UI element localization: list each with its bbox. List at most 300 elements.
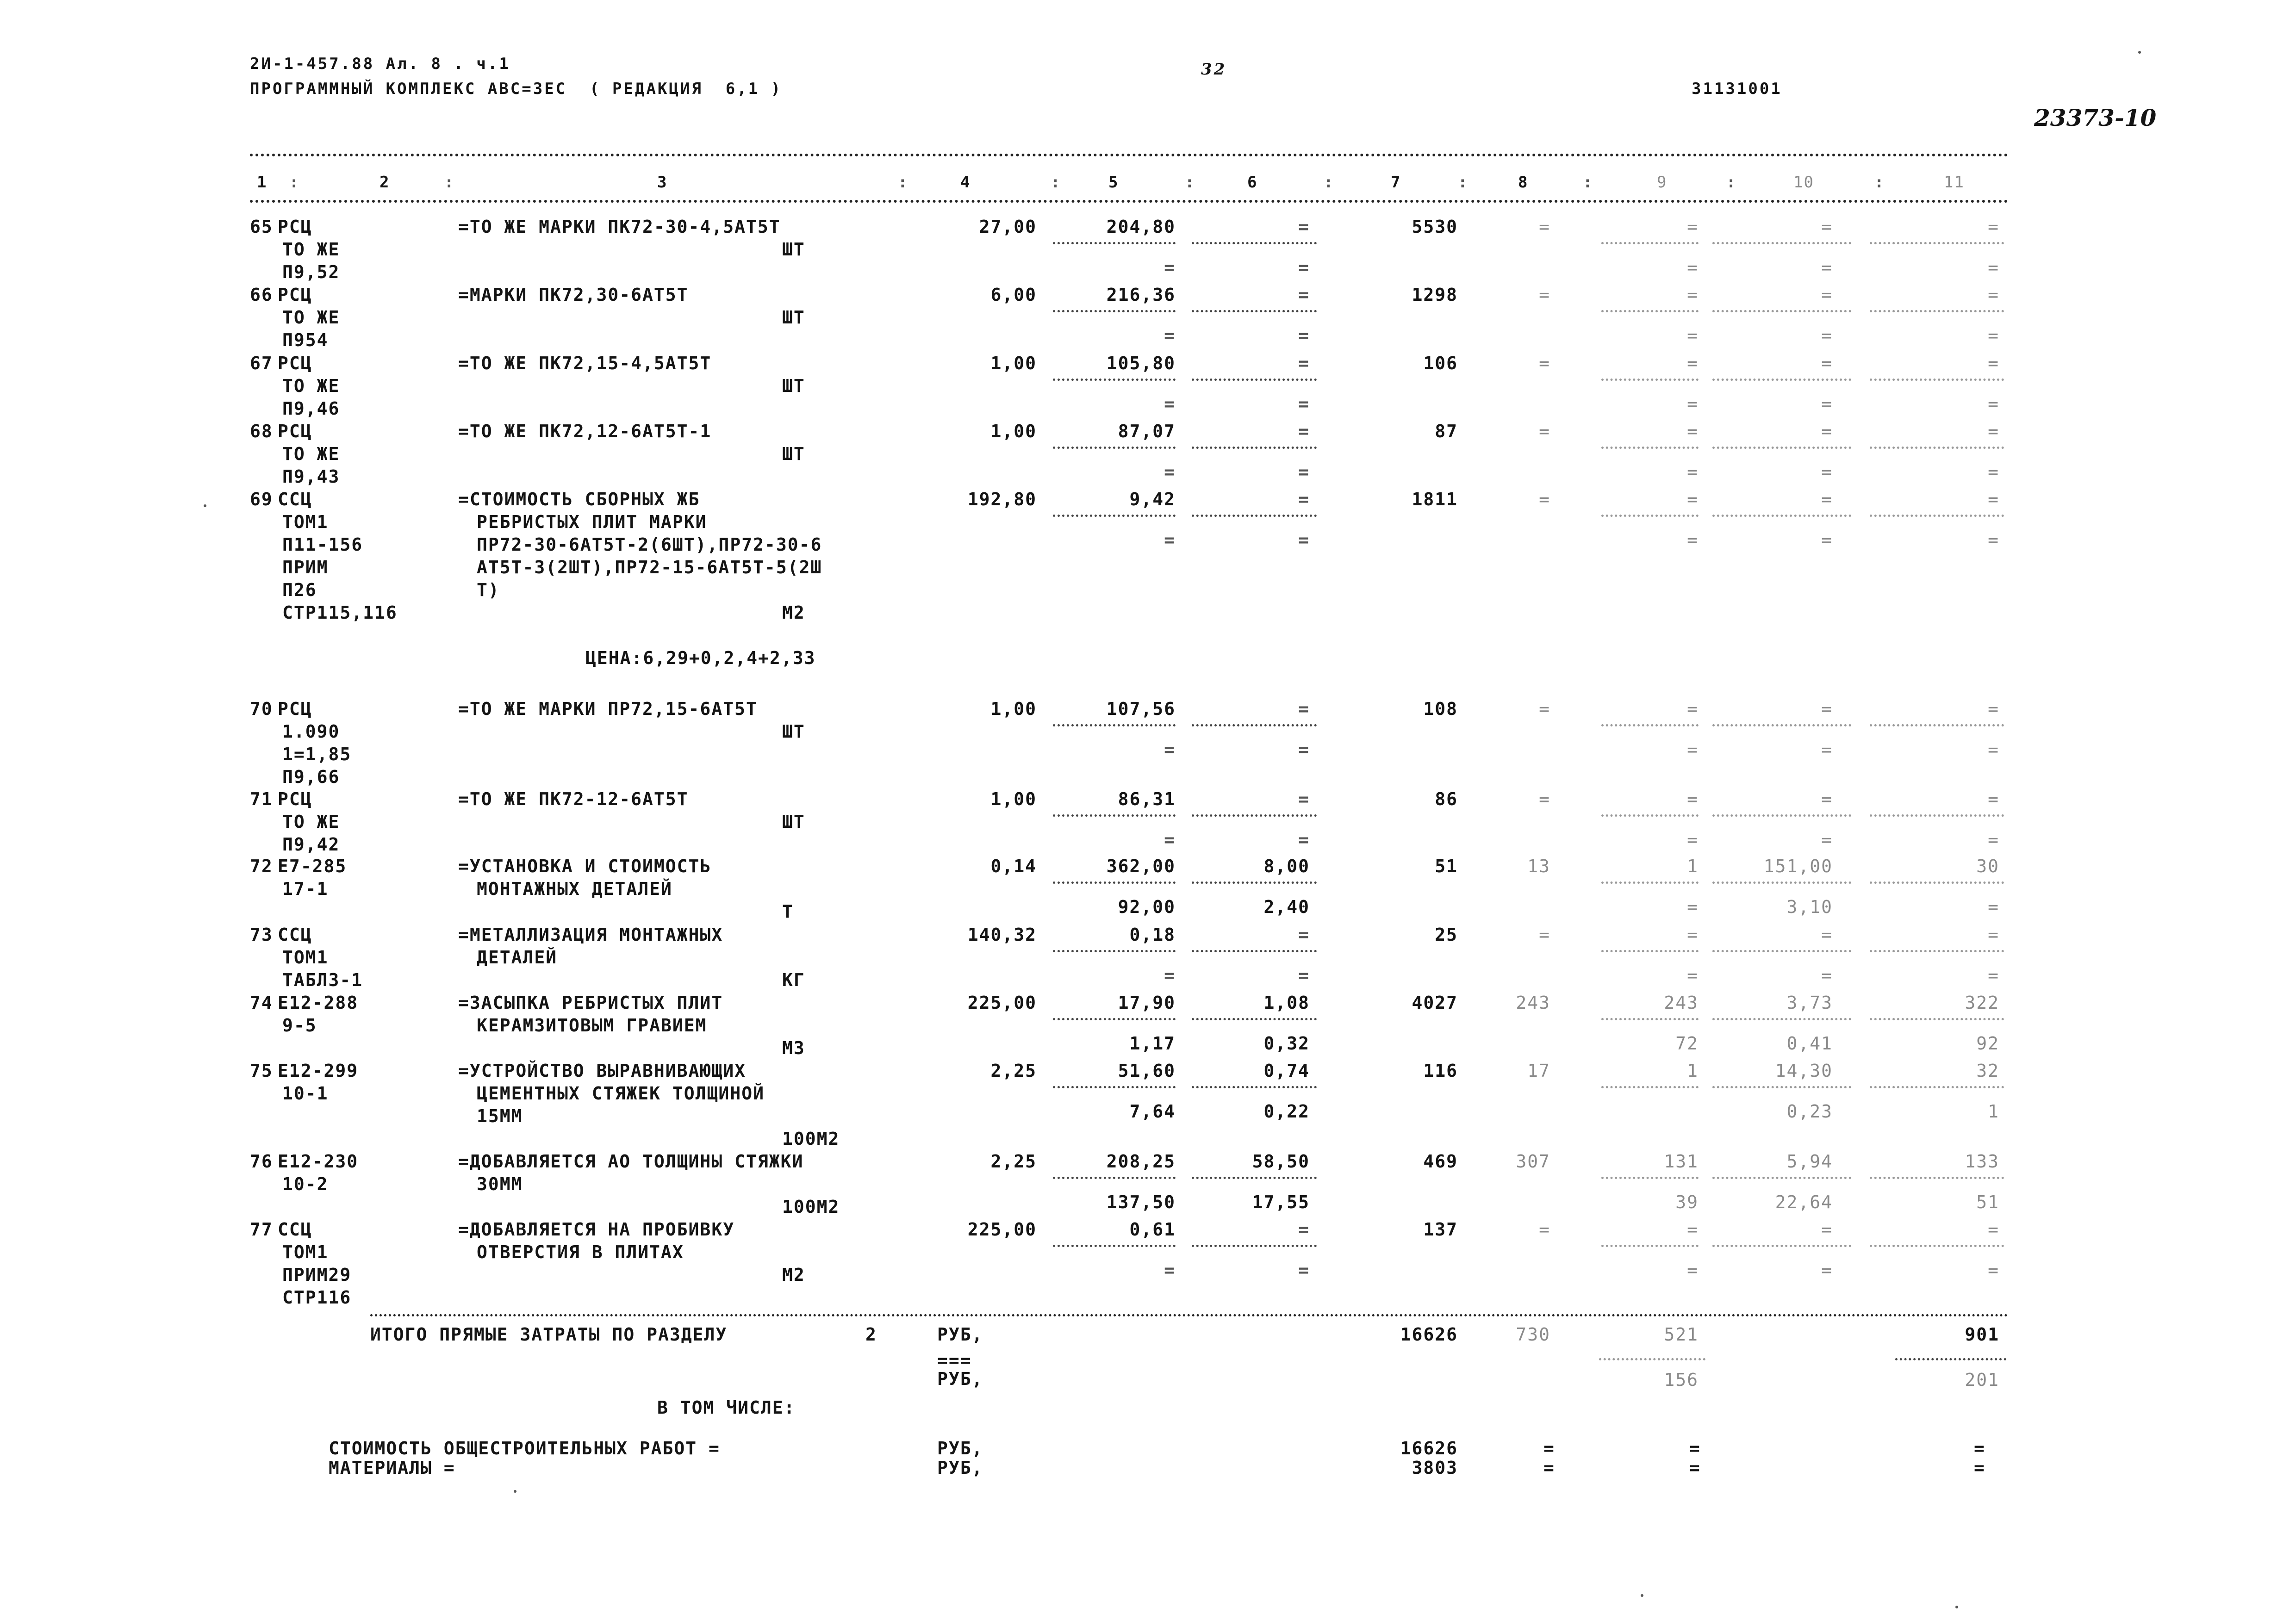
row-unit: ШТ bbox=[782, 307, 805, 328]
row-quantity: 2,25 bbox=[990, 1061, 1037, 1081]
row-labor: 3,73 bbox=[1786, 993, 1833, 1013]
totals-label: ИТОГО ПРЯМЫЕ ЗАТРАТЫ ПО РАЗДЕЛУ bbox=[370, 1324, 728, 1345]
row-labor-total: 30 bbox=[1976, 856, 1999, 876]
column-separator: : bbox=[1051, 173, 1061, 192]
row-sub-dash bbox=[1870, 881, 2004, 884]
row-sub-dash bbox=[1712, 447, 1851, 449]
row-unit-machine-wages: 2,40 bbox=[1263, 897, 1310, 917]
software-title: ПРОГРАММНЫЙ КОМПЛЕКС АВС=3ЕС ( РЕДАКЦИЯ 6,1 ) bbox=[250, 80, 783, 98]
row-unit-price-wages: = bbox=[1164, 830, 1176, 850]
row-description: ЦЕМЕНТНЫХ СТЯЖЕК ТОЛЩИНОЙ bbox=[477, 1083, 765, 1104]
totals-rule bbox=[370, 1314, 2009, 1316]
row-description: МОНТАЖНЫХ ДЕТАЛЕЙ bbox=[477, 879, 672, 899]
row-unit-price: 204,80 bbox=[1106, 217, 1176, 237]
totals-c9b: 156 bbox=[1664, 1370, 1699, 1390]
general-works-c9: = bbox=[1689, 1438, 1701, 1459]
row-sub-dash bbox=[1601, 881, 1699, 884]
row-quantity: 1,00 bbox=[990, 699, 1037, 719]
row-machines-wages: = bbox=[1687, 830, 1699, 850]
row-labor-total: = bbox=[1988, 353, 1999, 373]
scan-speck bbox=[2138, 51, 2141, 54]
row-sub-dash bbox=[1192, 881, 1317, 884]
general-works-currency: РУБ, bbox=[937, 1438, 983, 1459]
row-total-wages: 243 bbox=[1516, 993, 1550, 1013]
row-description: ПР72-30-6АТ5Т-2(6ШТ),ПР72-30-6 bbox=[477, 534, 822, 555]
row-total-cost: 1811 bbox=[1412, 489, 1458, 509]
row-unit-price: 216,36 bbox=[1106, 285, 1176, 305]
row-sub-dash bbox=[1870, 1245, 2004, 1247]
row-description: 15ММ bbox=[477, 1106, 523, 1126]
row-quantity: 225,00 bbox=[967, 993, 1037, 1013]
row-sub-dash bbox=[1601, 1086, 1699, 1088]
column-header-7: 7 bbox=[1391, 173, 1401, 192]
column-separator: : bbox=[444, 173, 455, 192]
row-sub-dash bbox=[1712, 950, 1851, 952]
totals-value: 16626 bbox=[1400, 1324, 1458, 1345]
row-total-wages: = bbox=[1539, 789, 1550, 809]
row-sub-dash bbox=[1053, 1086, 1176, 1088]
row-sub-dash bbox=[1192, 1086, 1317, 1088]
row-code: ТОМ1 bbox=[282, 512, 329, 532]
row-labor-total-wages: = bbox=[1988, 739, 1999, 760]
row-code: ТОМ1 bbox=[282, 1242, 329, 1262]
column-separator: : bbox=[1458, 173, 1468, 192]
row-unit-machine-wages: = bbox=[1298, 325, 1310, 346]
row-labor-total: = bbox=[1988, 285, 1999, 305]
row-machines-wages: = bbox=[1687, 739, 1699, 760]
row-sub-dash bbox=[1053, 242, 1176, 244]
row-sub-dash bbox=[1192, 1018, 1317, 1020]
row-unit-wages: = bbox=[1298, 699, 1310, 719]
row-sub-dash bbox=[1601, 310, 1699, 312]
row-machines: 243 bbox=[1664, 993, 1699, 1013]
row-unit-wages: = bbox=[1298, 217, 1310, 237]
row-code: Е12-230 bbox=[278, 1151, 359, 1172]
row-code: 1.090 bbox=[282, 721, 340, 742]
row-labor: = bbox=[1821, 789, 1833, 809]
row-code: П9,43 bbox=[282, 466, 340, 487]
row-total-wages: = bbox=[1539, 1219, 1550, 1240]
row-number: 74 bbox=[250, 993, 273, 1013]
row-code: ТО ЖЕ bbox=[282, 239, 340, 260]
including-heading: В ТОМ ЧИСЛЕ: bbox=[657, 1397, 796, 1418]
row-unit-machine-wages: = bbox=[1298, 1260, 1310, 1280]
scan-speck bbox=[204, 504, 206, 507]
row-sub-dash bbox=[1192, 950, 1317, 952]
row-labor-wages: 0,41 bbox=[1786, 1033, 1833, 1054]
row-unit-wages: 1,08 bbox=[1263, 993, 1310, 1013]
row-code: РСЦ bbox=[278, 353, 312, 373]
row-code: ТАБЛ3-1 bbox=[282, 970, 363, 990]
row-quantity: 1,00 bbox=[990, 789, 1037, 809]
column-separator: : bbox=[1324, 173, 1334, 192]
row-unit-price-wages: = bbox=[1164, 394, 1176, 414]
row-unit-price: 107,56 bbox=[1106, 699, 1176, 719]
row-labor-total-wages: = bbox=[1988, 965, 1999, 986]
row-machines-wages: = bbox=[1687, 897, 1699, 917]
row-code: Е7-285 bbox=[278, 856, 347, 876]
row-unit-wages: = bbox=[1298, 925, 1310, 945]
row-total-wages: = bbox=[1539, 353, 1550, 373]
row-unit: ШТ bbox=[782, 721, 805, 742]
row-sub-dash bbox=[1601, 1018, 1699, 1020]
row-total-wages: = bbox=[1539, 217, 1550, 237]
row-quantity: 1,00 bbox=[990, 421, 1037, 441]
scan-speck bbox=[1641, 1594, 1643, 1597]
row-labor-total-wages: = bbox=[1988, 530, 1999, 550]
row-labor-total: 133 bbox=[1965, 1151, 1999, 1172]
row-unit-wages: = bbox=[1298, 1219, 1310, 1240]
row-sub-dash bbox=[1053, 379, 1176, 381]
scan-speck bbox=[514, 1490, 516, 1493]
row-labor-wages: = bbox=[1821, 325, 1833, 346]
row-description: =МАРКИ ПК72,30-6АТ5Т bbox=[458, 285, 689, 305]
row-sub-dash bbox=[1192, 310, 1317, 312]
row-unit-machine-wages: = bbox=[1298, 830, 1310, 850]
row-sub-dash bbox=[1192, 242, 1317, 244]
row-labor-total-wages: = bbox=[1988, 462, 1999, 482]
row-sub-dash bbox=[1192, 1177, 1317, 1179]
row-unit: Т bbox=[782, 901, 794, 922]
column-separator: : bbox=[1874, 173, 1885, 192]
row-code: П26 bbox=[282, 580, 317, 600]
row-machines: = bbox=[1687, 489, 1699, 509]
row-sub-dash bbox=[1870, 447, 2004, 449]
row-unit: М2 bbox=[782, 602, 805, 623]
row-labor-wages: 0,23 bbox=[1786, 1101, 1833, 1122]
row-machines-wages: = bbox=[1687, 325, 1699, 346]
row-labor-total: = bbox=[1988, 489, 1999, 509]
materials-c9: = bbox=[1689, 1458, 1701, 1478]
row-sub-dash bbox=[1712, 310, 1851, 312]
row-labor: = bbox=[1821, 699, 1833, 719]
row-number: 65 bbox=[250, 217, 273, 237]
row-sub-dash bbox=[1870, 379, 2004, 381]
row-unit-machine-wages: = bbox=[1298, 965, 1310, 986]
column-separator: : bbox=[1185, 173, 1195, 192]
totals-currency: РУБ, bbox=[937, 1324, 983, 1345]
row-total-wages: = bbox=[1539, 925, 1550, 945]
row-description: =УСТАНОВКА И СТОИМОСТЬ bbox=[458, 856, 712, 876]
row-code: П11-156 bbox=[282, 534, 363, 555]
row-sub-dash bbox=[1870, 1018, 2004, 1020]
row-unit-price-wages: = bbox=[1164, 965, 1176, 986]
row-labor: = bbox=[1821, 217, 1833, 237]
row-sub-dash bbox=[1192, 515, 1317, 517]
row-sub-dash bbox=[1712, 1177, 1851, 1179]
row-total-wages: 13 bbox=[1527, 856, 1550, 876]
row-quantity: 192,80 bbox=[967, 489, 1037, 509]
header-rule bbox=[250, 200, 2009, 203]
column-separator: : bbox=[1583, 173, 1593, 192]
row-code: 1=1,85 bbox=[282, 744, 352, 764]
row-unit-wages: 0,74 bbox=[1263, 1061, 1310, 1081]
row-machines: = bbox=[1687, 285, 1699, 305]
row-unit-price-wages: 7,64 bbox=[1129, 1101, 1176, 1122]
totals-currency-2: === РУБ, bbox=[937, 1350, 983, 1389]
row-labor-wages: = bbox=[1821, 830, 1833, 850]
row-sub-dash bbox=[1712, 1086, 1851, 1088]
row-unit-machine-wages: = bbox=[1298, 394, 1310, 414]
row-code: П9,46 bbox=[282, 398, 340, 419]
row-total-cost: 87 bbox=[1435, 421, 1458, 441]
row-unit-price: 0,18 bbox=[1129, 925, 1176, 945]
row-unit-price-wages: = bbox=[1164, 325, 1176, 346]
row-total-cost: 116 bbox=[1423, 1061, 1458, 1081]
column-header-3: 3 bbox=[657, 173, 668, 192]
general-works-c8: = bbox=[1543, 1438, 1555, 1459]
row-quantity: 0,14 bbox=[990, 856, 1037, 876]
row-sub-dash bbox=[1870, 814, 2004, 817]
row-labor-wages: = bbox=[1821, 530, 1833, 550]
row-unit-machine-wages: 0,32 bbox=[1263, 1033, 1310, 1054]
row-sub-dash bbox=[1870, 242, 2004, 244]
row-unit: ШТ bbox=[782, 239, 805, 260]
row-description: =ДОБАВЛЯЕТСЯ НА ПРОБИВКУ bbox=[458, 1219, 735, 1240]
row-unit-wages: = bbox=[1298, 489, 1310, 509]
row-total-wages: = bbox=[1539, 699, 1550, 719]
materials-c8: = bbox=[1543, 1458, 1555, 1478]
row-unit-price: 362,00 bbox=[1106, 856, 1176, 876]
row-unit-machine-wages: = bbox=[1298, 530, 1310, 550]
row-unit: М3 bbox=[782, 1038, 805, 1058]
row-number: 70 bbox=[250, 699, 273, 719]
row-unit-price: 105,80 bbox=[1106, 353, 1176, 373]
row-code: ТО ЖЕ bbox=[282, 444, 340, 464]
row-labor-wages: = bbox=[1821, 394, 1833, 414]
row-code: СТР116 bbox=[282, 1287, 352, 1308]
row-unit-machine-wages: = bbox=[1298, 257, 1310, 278]
row-code: 10-1 bbox=[282, 1083, 329, 1104]
row-unit: ШТ bbox=[782, 812, 805, 832]
row-code: П9,66 bbox=[282, 767, 340, 787]
row-sub-dash bbox=[1053, 515, 1176, 517]
row-description: =ТО ЖЕ ПК72-12-6АТ5Т bbox=[458, 789, 689, 809]
row-number: 77 bbox=[250, 1219, 273, 1240]
row-sub-dash bbox=[1601, 1245, 1699, 1247]
row-unit-price: 208,25 bbox=[1106, 1151, 1176, 1172]
row-sub-dash bbox=[1870, 950, 2004, 952]
row-unit-machine-wages: = bbox=[1298, 739, 1310, 760]
row-sub-dash bbox=[1712, 881, 1851, 884]
column-header-1: 1 bbox=[257, 173, 268, 192]
row-description: АТ5Т-3(2ШТ),ПР72-15-6АТ5Т-5(2Ш bbox=[477, 557, 822, 577]
row-labor: = bbox=[1821, 353, 1833, 373]
totals-section: 2 bbox=[865, 1324, 877, 1345]
row-code: РСЦ bbox=[278, 217, 312, 237]
row-sub-dash bbox=[1192, 447, 1317, 449]
row-unit-price: 86,31 bbox=[1118, 789, 1176, 809]
handwritten-number: 23373-10 bbox=[2034, 104, 2157, 131]
row-labor-total-wages: = bbox=[1988, 257, 1999, 278]
row-total-wages: = bbox=[1539, 421, 1550, 441]
totals-c11: 901 bbox=[1965, 1324, 1999, 1345]
row-total-wages: 307 bbox=[1516, 1151, 1550, 1172]
row-sub-dash bbox=[1712, 724, 1851, 726]
row-unit-price-wages: = bbox=[1164, 462, 1176, 482]
row-number: 71 bbox=[250, 789, 273, 809]
row-labor: 14,30 bbox=[1775, 1061, 1833, 1081]
row-sub-dash bbox=[1053, 310, 1176, 312]
row-machines-wages: = bbox=[1687, 530, 1699, 550]
row-unit-machine-wages: 0,22 bbox=[1263, 1101, 1310, 1122]
row-code: РСЦ bbox=[278, 421, 312, 441]
row-labor-total: = bbox=[1988, 925, 1999, 945]
row-total-cost: 25 bbox=[1435, 925, 1458, 945]
row-sub-dash bbox=[1712, 1018, 1851, 1020]
row-labor: = bbox=[1821, 489, 1833, 509]
row-labor: 151,00 bbox=[1763, 856, 1833, 876]
row-labor-total-wages: = bbox=[1988, 830, 1999, 850]
row-machines: = bbox=[1687, 789, 1699, 809]
row-unit-wages: = bbox=[1298, 789, 1310, 809]
row-labor-total-wages: = bbox=[1988, 325, 1999, 346]
row-machines: 1 bbox=[1687, 856, 1699, 876]
row-sub-dash bbox=[1870, 1086, 2004, 1088]
totals-c11b: 201 bbox=[1965, 1370, 1999, 1390]
materials-value: 3803 bbox=[1412, 1458, 1458, 1478]
row-number: 68 bbox=[250, 421, 273, 441]
row-number: 76 bbox=[250, 1151, 273, 1172]
row-labor-total: = bbox=[1988, 421, 1999, 441]
row-unit-price: 51,60 bbox=[1118, 1061, 1176, 1081]
row-description: =СТОИМОСТЬ СБОРНЫХ ЖБ bbox=[458, 489, 700, 509]
row-description: =ТО ЖЕ ПК72,15-4,5АТ5Т bbox=[458, 353, 712, 373]
document-code: 31131001 bbox=[1692, 80, 1782, 98]
row-description: Т) bbox=[477, 580, 500, 600]
row-machines-wages: 72 bbox=[1675, 1033, 1699, 1054]
row-description: ОТВЕРСТИЯ В ПЛИТАХ bbox=[477, 1242, 684, 1262]
column-header-8: 8 bbox=[1518, 173, 1529, 192]
general-works-c11: = bbox=[1974, 1438, 1985, 1459]
row-code: СТР115,116 bbox=[282, 602, 398, 623]
row-unit-wages: 58,50 bbox=[1252, 1151, 1310, 1172]
row-sub-dash bbox=[1601, 1177, 1699, 1179]
general-works-label: СТОИМОСТЬ ОБЩЕСТРОИТЕЛЬНЫХ РАБОТ = bbox=[329, 1438, 720, 1459]
row-total-cost: 1298 bbox=[1412, 285, 1458, 305]
row-machines: = bbox=[1687, 1219, 1699, 1240]
row-sub-dash bbox=[1712, 515, 1851, 517]
materials-c11: = bbox=[1974, 1458, 1985, 1478]
row-code: 17-1 bbox=[282, 879, 329, 899]
scan-speck bbox=[1955, 1606, 1958, 1608]
row-unit: 100М2 bbox=[782, 1197, 840, 1217]
row-unit-price-wages: 137,50 bbox=[1106, 1192, 1176, 1212]
row-code: ПРИМ29 bbox=[282, 1265, 352, 1285]
row-sub-dash bbox=[1601, 950, 1699, 952]
row-sub-dash bbox=[1601, 242, 1699, 244]
row-quantity: 6,00 bbox=[990, 285, 1037, 305]
row-description: =ТО ЖЕ ПК72,12-6АТ5Т-1 bbox=[458, 421, 712, 441]
row-unit: 100М2 bbox=[782, 1129, 840, 1149]
row-sub-dash bbox=[1192, 724, 1317, 726]
row-labor-total: = bbox=[1988, 217, 1999, 237]
row-description: КЕРАМЗИТОВЫМ ГРАВИЕМ bbox=[477, 1015, 707, 1036]
row-description: =УСТРОЙСТВО ВЫРАВНИВАЮЩИХ bbox=[458, 1061, 746, 1081]
row-sub-dash bbox=[1712, 1245, 1851, 1247]
row-labor-wages: = bbox=[1821, 1260, 1833, 1280]
column-separator: : bbox=[898, 173, 908, 192]
row-total-cost: 4027 bbox=[1412, 993, 1458, 1013]
materials-label: МАТЕРИАЛЫ = bbox=[329, 1458, 455, 1478]
row-total-cost: 108 bbox=[1423, 699, 1458, 719]
general-works-value: 16626 bbox=[1400, 1438, 1458, 1459]
row-sub-dash bbox=[1870, 515, 2004, 517]
row-code: ТО ЖЕ bbox=[282, 376, 340, 396]
row-sub-dash bbox=[1712, 379, 1851, 381]
row-sub-dash bbox=[1053, 724, 1176, 726]
column-separator: : bbox=[1726, 173, 1737, 192]
totals-c8: 730 bbox=[1516, 1324, 1550, 1345]
row-number: 75 bbox=[250, 1061, 273, 1081]
row-unit: ШТ bbox=[782, 444, 805, 464]
column-header-4: 4 bbox=[960, 173, 971, 192]
price-note: ЦЕНА:6,29+0,2,4+2,33 bbox=[585, 648, 816, 668]
row-quantity: 2,25 bbox=[990, 1151, 1037, 1172]
row-code: Е12-288 bbox=[278, 993, 359, 1013]
row-unit-price-wages: = bbox=[1164, 257, 1176, 278]
row-number: 67 bbox=[250, 353, 273, 373]
row-sub-dash bbox=[1192, 1245, 1317, 1247]
row-sub-dash bbox=[1053, 1245, 1176, 1247]
row-sub-dash bbox=[1601, 515, 1699, 517]
row-labor: = bbox=[1821, 1219, 1833, 1240]
row-sub-dash bbox=[1870, 310, 2004, 312]
row-unit-price: 9,42 bbox=[1129, 489, 1176, 509]
row-unit-price: 0,61 bbox=[1129, 1219, 1176, 1240]
row-code: ССЦ bbox=[278, 1219, 312, 1240]
row-total-cost: 86 bbox=[1435, 789, 1458, 809]
row-labor-total-wages: 92 bbox=[1976, 1033, 1999, 1054]
top-rule bbox=[250, 154, 2009, 156]
row-unit-price-wages: = bbox=[1164, 739, 1176, 760]
row-unit-wages: = bbox=[1298, 285, 1310, 305]
row-total-cost: 51 bbox=[1435, 856, 1458, 876]
row-unit: КГ bbox=[782, 970, 805, 990]
row-unit-price-wages: 92,00 bbox=[1118, 897, 1176, 917]
row-labor: = bbox=[1821, 421, 1833, 441]
column-header-11: 11 bbox=[1944, 173, 1965, 192]
row-quantity: 1,00 bbox=[990, 353, 1037, 373]
row-sub-dash bbox=[1053, 447, 1176, 449]
column-header-2: 2 bbox=[380, 173, 390, 192]
row-sub-dash bbox=[1053, 950, 1176, 952]
page-number: 32 bbox=[1201, 60, 1227, 79]
row-machines-wages: 39 bbox=[1675, 1192, 1699, 1212]
row-total-wages: = bbox=[1539, 489, 1550, 509]
row-code: П9,52 bbox=[282, 262, 340, 282]
column-header-6: 6 bbox=[1247, 173, 1258, 192]
row-unit-price: 87,07 bbox=[1118, 421, 1176, 441]
row-sub-dash bbox=[1192, 814, 1317, 817]
row-total-wages: = bbox=[1539, 285, 1550, 305]
row-sub-dash bbox=[1053, 881, 1176, 884]
row-machines-wages: = bbox=[1687, 462, 1699, 482]
row-unit-price: 17,90 bbox=[1118, 993, 1176, 1013]
row-machines-wages: = bbox=[1687, 1260, 1699, 1280]
totals-sub-dash-1 bbox=[1599, 1358, 1705, 1360]
row-unit-wages: 8,00 bbox=[1263, 856, 1310, 876]
totals-sub-dash-2 bbox=[1895, 1358, 2006, 1360]
column-header-10: 10 bbox=[1793, 173, 1814, 192]
row-labor-wages: = bbox=[1821, 462, 1833, 482]
row-machines-wages: = bbox=[1687, 965, 1699, 986]
row-quantity: 27,00 bbox=[979, 217, 1037, 237]
row-sub-dash bbox=[1712, 814, 1851, 817]
row-sub-dash bbox=[1192, 379, 1317, 381]
row-unit-machine-wages: 17,55 bbox=[1252, 1192, 1310, 1212]
row-number: 66 bbox=[250, 285, 273, 305]
